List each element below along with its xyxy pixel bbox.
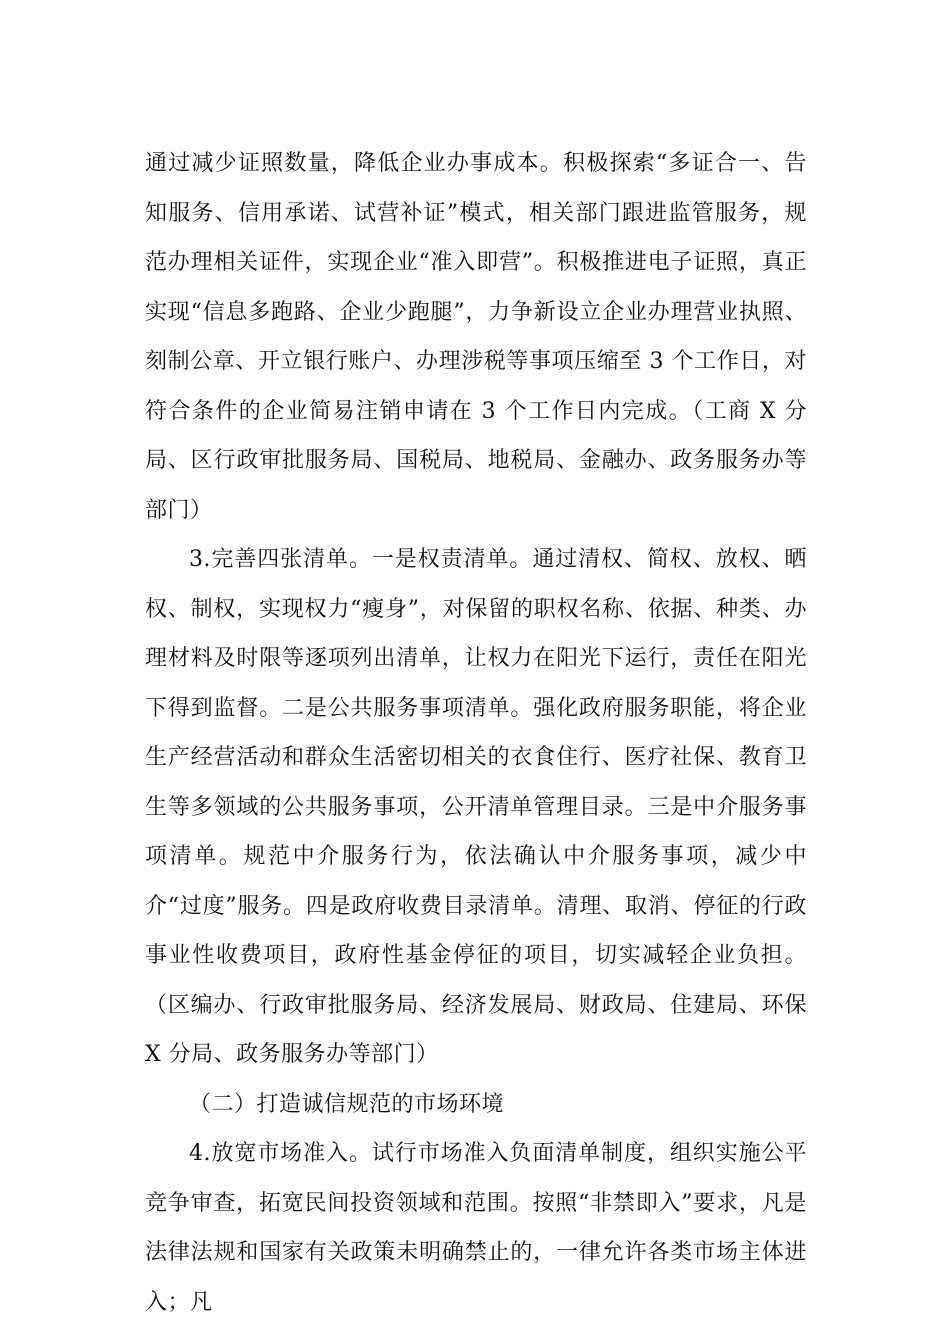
document-body xyxy=(145,139,807,1327)
paragraph-item-3: 3.完善四张清单。一是权责清单。通过清权、简权、放权、晒权、制权，实现权力“瘦身”，对保留的职权名称、依据、种类、办理材料及时限等逐项列出清单，让权力在阳光下运行，责任在阳光下得到监督。二是公共服务事项清单。强化政府服务职能，将企业生产经营活动和群众生活密切相关的衣食住行、医疗社保、教育卫生等多领域的公共服务事项，公开清单管理目录。三是中介服务事项清单。规范中介服务行为，依法确认中介服务事项，减少中介“过度”服务。四是政府收费目录清单。清理、取消、停征的行政事业性收费项目，政府性基金停征的项目，切实减轻企业负担。（区编办、行政审批服务局、经济发展局、财政局、住建局、环保 X 分局、政务服务办等部门） xyxy=(145,547,807,1067)
paragraph-item-4: 4.放宽市场准入。试行市场准入负面清单制度，组织实施公平竞争审查，拓宽民间投资领域和范围。按照“非禁即入”要求，凡是法律法规和国家有关政策未明确禁止的，一律允许各类市场主体进入；凡 xyxy=(145,1141,807,1315)
paragraph-continuation: 通过减少证照数量，降低企业办事成本。积极探索“多证合一、告知服务、信用承诺、试营补证”模式，相关部门跟进监管服务，规范办理相关证件，实现企业“准入即营”。积极推进电子证照，真正实现“信息多跑路、企业少跑腿”，力争新设立企业办理营业执照、刻制公章、开立银行账户、办理涉税等事项压缩至 3 个工作日，对符合条件的企业简易注销申请在 3 个工作日内完成。（工商 X 分局、区行政审批服务局、国税局、地税局、金融办、政务服务办等部门） xyxy=(145,151,807,523)
section-heading: （二）打造诚信规范的市场环境 xyxy=(189,1091,505,1117)
